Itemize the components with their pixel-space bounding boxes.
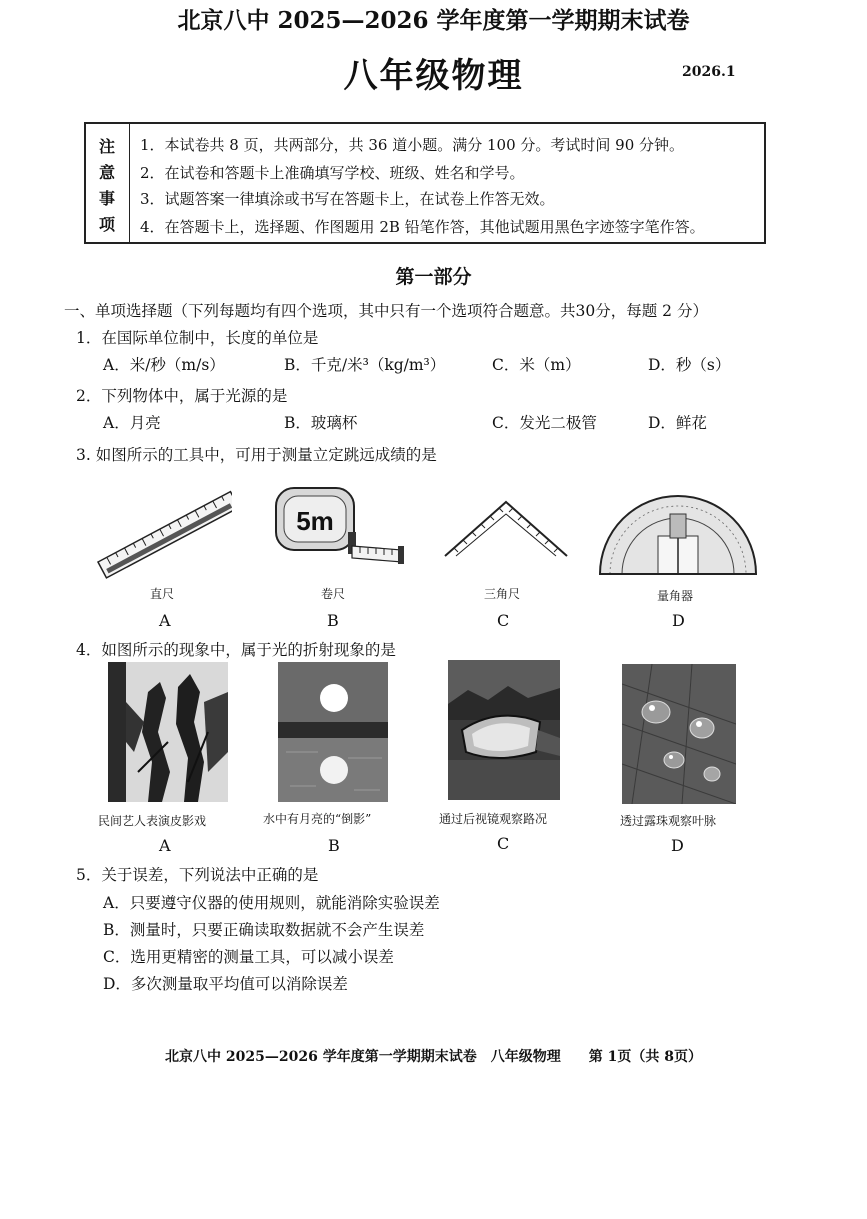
dewdrop-leaf-photo xyxy=(622,664,736,804)
q4-caption-d: 透过露珠观察叶脉 xyxy=(620,814,717,828)
notice-box xyxy=(84,122,766,244)
q2-option-c: C．发光二极管 xyxy=(492,414,597,432)
shadow-puppet-photo xyxy=(108,662,228,802)
question-5-stem: 5．关于误差，下列说法中正确的是 xyxy=(76,866,319,884)
ruler-icon xyxy=(92,482,232,582)
tape-measure-label: 5m xyxy=(296,506,334,536)
q5-option-b: B．测量时，只要正确读取数据就不会产生误差 xyxy=(103,921,425,939)
q1-option-d: D．秒（s） xyxy=(648,356,731,374)
exam-title: 北京八中 2025—2026 学年度第一学期期末试卷 xyxy=(177,7,690,34)
q3-caption-c: 三角尺 xyxy=(484,587,521,601)
q4-letter-a: A xyxy=(159,836,171,855)
q3-caption-b: 卷尺 xyxy=(321,587,346,601)
q4-caption-b: 水中有月亮的“倒影” xyxy=(263,812,372,826)
part-heading: 一、单项选择题（下列每题均有四个选项，其中只有一个选项符合题意。共30分，每题 2 分） xyxy=(64,302,708,320)
notice-label-char: 意 xyxy=(99,163,116,182)
q1-option-b: B．千克/米³（kg/m³） xyxy=(284,356,446,374)
moon-reflection-photo xyxy=(278,662,388,802)
q3-letter-a: A xyxy=(159,611,171,630)
q3-letter-d: D xyxy=(672,611,685,630)
rearview-mirror-photo xyxy=(448,660,560,800)
q3-letter-c: C xyxy=(497,611,510,630)
q3-caption-a: 直尺 xyxy=(150,587,175,601)
q3-caption-d: 量角器 xyxy=(657,589,694,603)
notice-item-4: 4．在答题卡上，选择题、作图题用 2B 铅笔作答，其他试题用黑色字迹签字笔作答。 xyxy=(140,218,705,236)
protractor-icon xyxy=(596,484,760,580)
notice-item-3: 3．试题答案一律填涂或书写在答题卡上，在试卷上作答无效。 xyxy=(140,190,555,208)
q4-letter-d: D xyxy=(671,836,684,855)
q4-caption-c: 通过后视镜观察路况 xyxy=(439,812,548,826)
q5-option-d: D．多次测量取平均值可以消除误差 xyxy=(103,975,348,993)
question-3-stem: 3. 如图所示的工具中，可用于测量立定跳远成绩的是 xyxy=(76,446,437,464)
q2-option-d: D．鲜花 xyxy=(648,414,707,432)
q1-option-c: C．米（m） xyxy=(492,356,581,374)
q2-option-a: A．月亮 xyxy=(103,414,161,432)
tape-measure-icon xyxy=(268,482,408,582)
question-4-stem: 4．如图所示的现象中，属于光的折射现象的是 xyxy=(76,641,396,659)
q5-option-c: C．选用更精密的测量工具，可以减小误差 xyxy=(103,948,394,966)
question-1-stem: 1．在国际单位制中，长度的单位是 xyxy=(76,329,319,347)
notice-item-1: 1．本试卷共 8 页，共两部分，共 36 道小题。满分 100 分。考试时间 90 分钟。 xyxy=(140,136,685,154)
q2-option-b: B．玻璃杯 xyxy=(284,414,358,432)
q4-letter-b: B xyxy=(328,836,340,855)
q4-caption-a: 民间艺人表演皮影戏 xyxy=(98,814,207,828)
question-2-stem: 2．下列物体中，属于光源的是 xyxy=(76,387,288,405)
notice-label-char: 注 xyxy=(99,137,116,156)
q4-letter-c: C xyxy=(497,834,510,853)
exam-date: 2026.1 xyxy=(682,64,736,80)
q3-letter-b: B xyxy=(327,611,339,630)
set-square-icon xyxy=(440,494,570,564)
page-footer: 北京八中 2025—2026 学年度第一学期期末试卷 八年级物理 第 1页（共 8页） xyxy=(165,1049,702,1065)
q1-option-a: A．米/秒（m/s） xyxy=(103,356,225,374)
q5-option-a: A．只要遵守仪器的使用规则，就能消除实验误差 xyxy=(103,894,440,912)
exam-subject-title: 八年级物理 xyxy=(343,56,524,96)
notice-item-2: 2．在试卷和答题卡上准确填写学校、班级、姓名和学号。 xyxy=(140,164,525,182)
notice-label-char: 项 xyxy=(99,215,116,234)
notice-label xyxy=(86,124,130,242)
notice-label-char: 事 xyxy=(99,189,116,208)
section-title: 第一部分 xyxy=(395,266,472,288)
